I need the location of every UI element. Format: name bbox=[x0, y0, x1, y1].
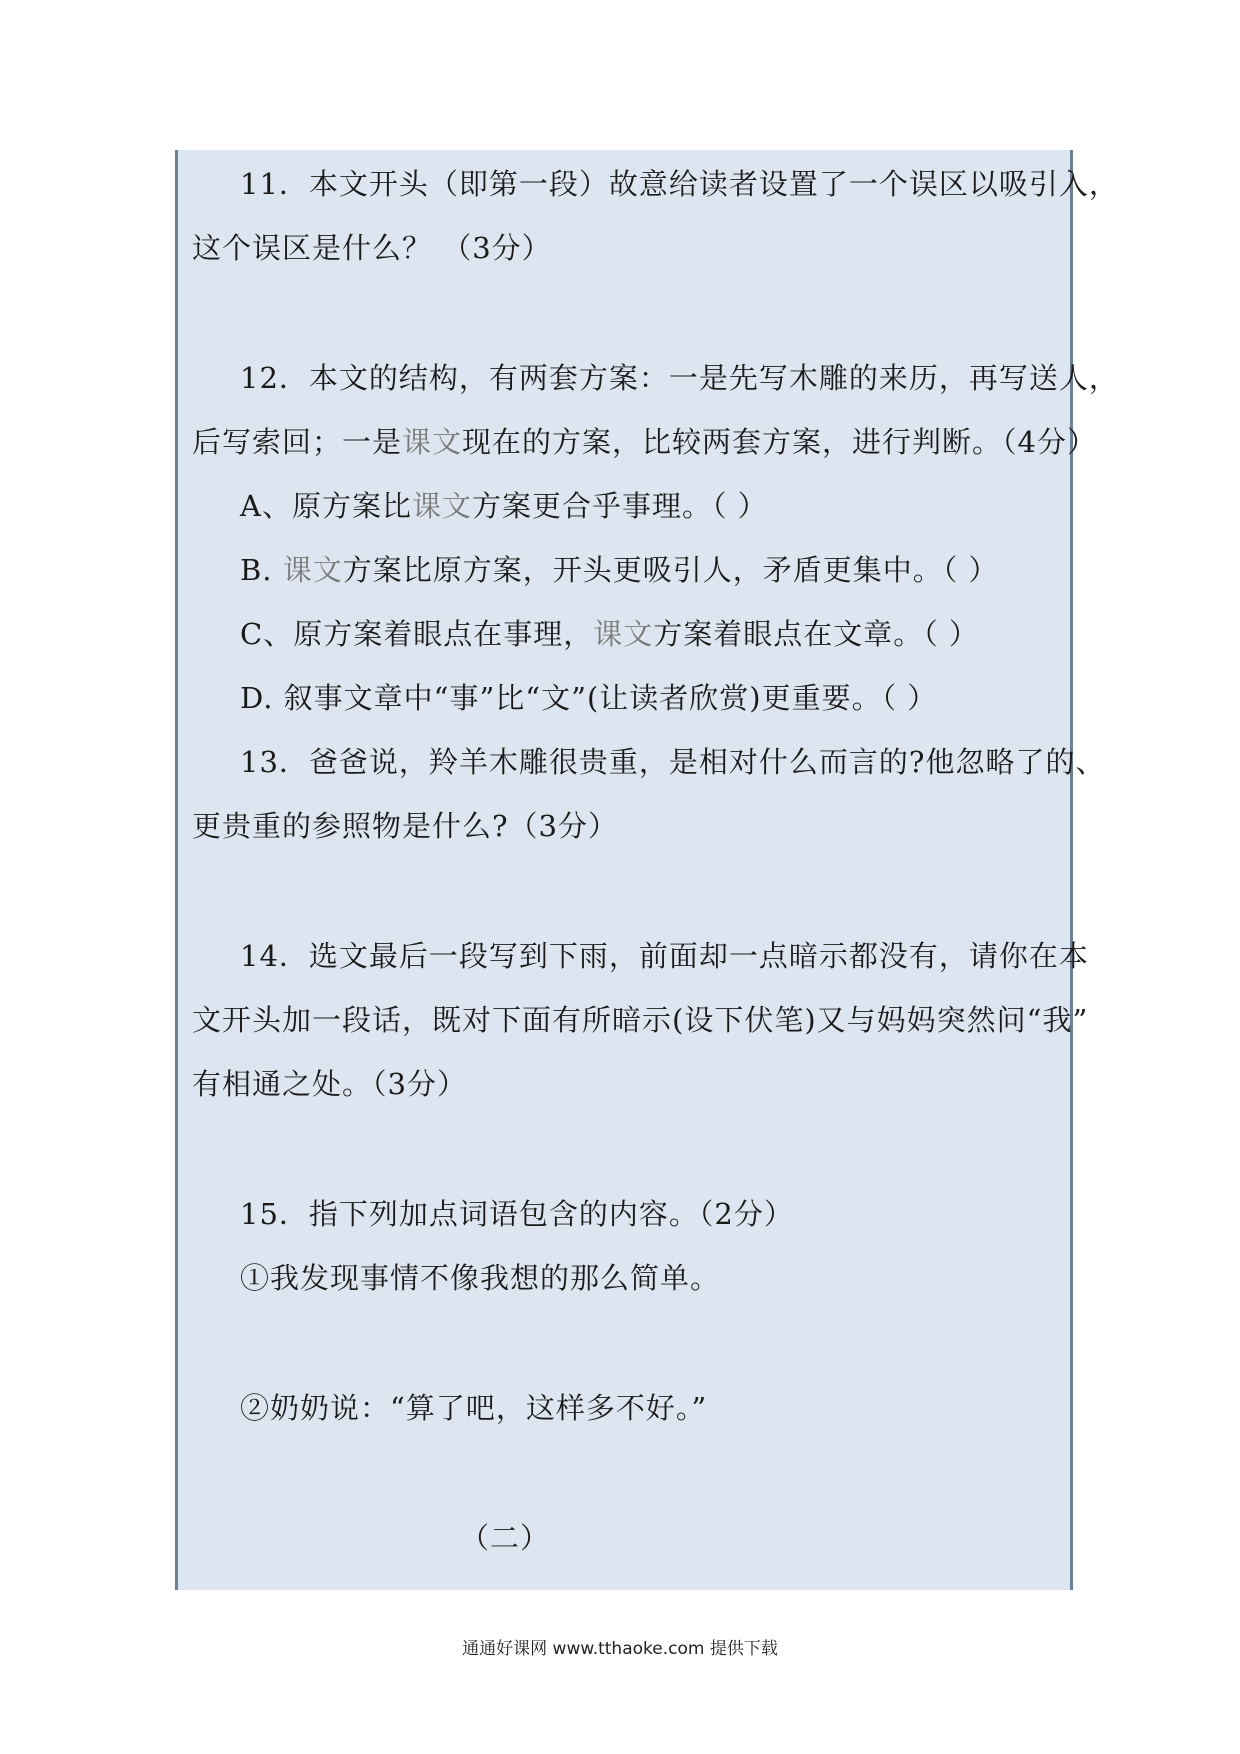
q15-item2: ②奶奶说：“算了吧，这样多不好。” bbox=[240, 1391, 708, 1425]
keyword-highlight: 课文 bbox=[402, 425, 463, 459]
q13-line2: 更贵重的参照物是什么?（3分） bbox=[192, 809, 618, 843]
footer-credit: 通通好课网 www.tthaoke.com 提供下载 bbox=[462, 1639, 778, 1659]
section-label: （二） bbox=[460, 1521, 551, 1555]
q12-line2: 后写索回；一是课文现在的方案，比较两套方案，进行判断。（4分） bbox=[192, 425, 1097, 459]
q12-option-b: B. 课文方案比原方案，开头更吸引人，矛盾更集中。（ ） bbox=[240, 553, 999, 587]
keyword-highlight: 课文 bbox=[282, 553, 343, 587]
q14-line3: 有相通之处。（3分） bbox=[192, 1067, 467, 1101]
q15-item1: ①我发现事情不像我想的那么简单。 bbox=[240, 1261, 721, 1295]
keyword-highlight: 课文 bbox=[593, 617, 654, 651]
question-panel bbox=[175, 150, 1119, 1590]
q14-line1: 14．选文最后一段写到下雨，前面却一点暗示都没有，请你在本 bbox=[240, 939, 1089, 973]
q11-line1: 11．本文开头（即第一段）故意给读者设置了一个误区以吸引入， bbox=[240, 167, 1119, 201]
q12-option-c: C、原方案着眼点在事理，课文方案着眼点在文章。（ ） bbox=[240, 617, 979, 651]
q12-option-a: A、原方案比课文方案更合乎事理。（ ） bbox=[240, 489, 768, 523]
q14-line2: 文开头加一段话，既对下面有所暗示(设下伏笔)又与妈妈突然问“我” bbox=[192, 1003, 1089, 1037]
q12-option-d: D. 叙事文章中“事”比“文”(让读者欣赏)更重要。（ ） bbox=[240, 681, 938, 715]
q11-line2: 这个误区是什么？ （3分） bbox=[192, 231, 552, 265]
q13-line1: 13．爸爸说，羚羊木雕很贵重，是相对什么而言的?他忽略了的、 bbox=[240, 745, 1106, 779]
q12-line1: 12．本文的结构，有两套方案：一是先写木雕的来历，再写送人， bbox=[240, 361, 1119, 395]
keyword-highlight: 课文 bbox=[411, 489, 472, 523]
q15-line1: 15．指下列加点词语包含的内容。（2分） bbox=[240, 1197, 794, 1231]
